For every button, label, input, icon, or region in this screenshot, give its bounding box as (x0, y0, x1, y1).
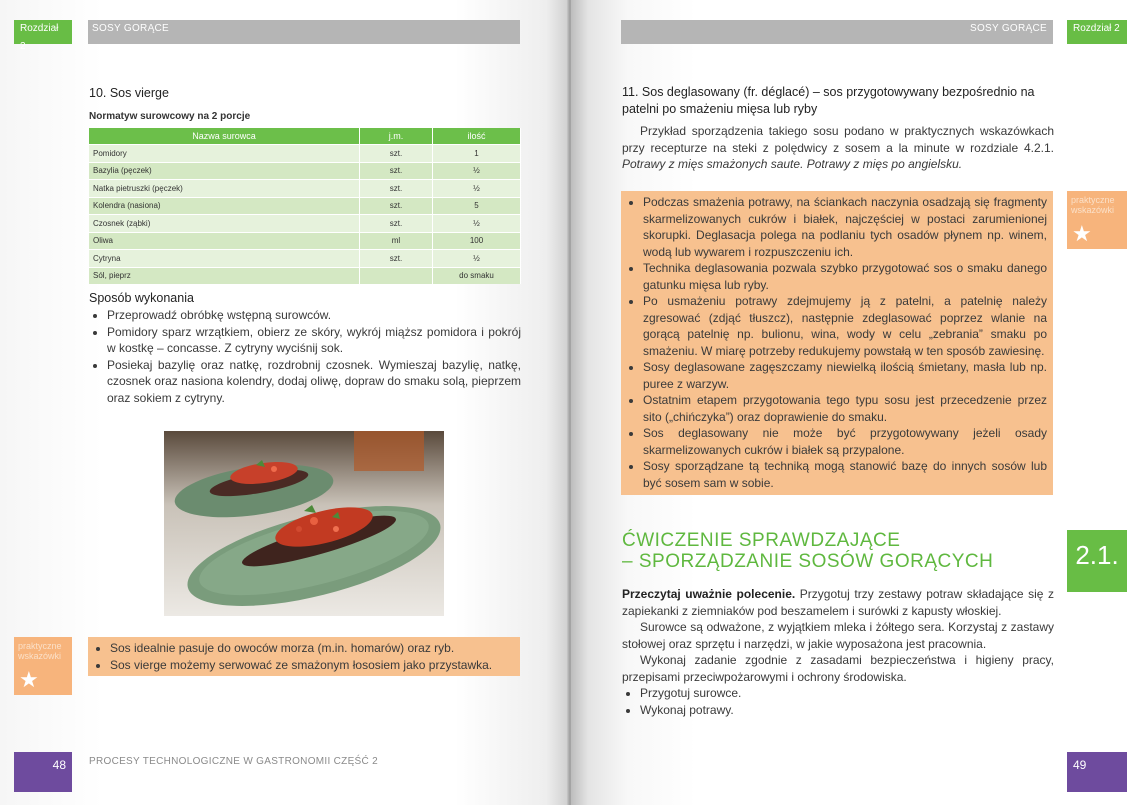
list-item: • Przygotuj surowce. (640, 685, 1054, 702)
list-item: • Sosy deglasowane zagęszczamy niewielką ilością śmietany, masła lub np. puree z warzyw. (643, 359, 1047, 392)
exercise-paragraph: Surowce są odważone, z wyjątkiem mleka i żółtego sera. Korzystaj z zastawy stołowej oraz sprzętu i narzędzi, w jakie wyposażona jest pracownia. (622, 620, 1054, 651)
table-cell: 1 (433, 145, 521, 163)
table-header-qty: ilość (433, 128, 521, 145)
table-cell: szt. (360, 180, 433, 198)
table-cell: ½ (433, 250, 521, 268)
tips-label: praktyczne wskazówki (1071, 195, 1115, 215)
star-icon: ★ (19, 667, 39, 692)
table-cell: ml (360, 232, 433, 250)
table-cell: Sól, pieprz (89, 267, 360, 284)
list-item: • Sos idealnie pasuje do owoców morza (m.in. homarów) oraz ryb. (110, 640, 514, 657)
exercise-paragraph: Wykonaj zadanie zgodnie z zasadami bezpieczeństwa i higieny pracy, przepisami przeciwpożarowymi i ochrony środowiska. (622, 653, 1054, 684)
table-header-unit: j.m. (360, 128, 433, 145)
table-cell: Oliwa (89, 232, 360, 250)
tips-label: praktyczne wskazówki (18, 641, 62, 661)
list-item: • Podczas smażenia potrawy, na ściankach naczynia osadzają się fragmenty skarmelizowanych cukrów i białek, najczęściej w postaci zarumienionej skorupki. Deglasacja polega na podlaniu tych osadów płynem np. winem, wodą lub wywarem i rozpuszczeniu ich. (643, 194, 1047, 260)
chapter-tab: Rozdział 2 (1067, 20, 1127, 44)
exercise-number: 2.1. (1067, 530, 1127, 592)
table-cell: ½ (433, 215, 521, 233)
tips-box (88, 637, 520, 676)
table-cell: Natka pietruszki (pęczek) (89, 180, 360, 198)
section-title: 10. Sos vierge (89, 86, 169, 100)
table-row (89, 197, 521, 215)
list-item: • Technika deglasowania pozwala szybko przygotować sos o smaku danego gatunku mięsa lub ryby. (643, 260, 1047, 293)
table-cell: szt. (360, 197, 433, 215)
page-number: 49 (1067, 752, 1127, 792)
dish-photo (164, 431, 444, 616)
section-title-text: 11. Sos deglasowany (fr. déglacé) – sos przygotowywany bezpośrednio na patelni po smażeniu mięsa lub ryby (622, 85, 1035, 116)
table-cell: do smaku (433, 267, 521, 284)
table-header-name: Nazwa surowca (89, 128, 360, 145)
left-page (0, 0, 569, 805)
exercise-title (622, 530, 993, 572)
header-bar: SOSY GORĄCE (621, 20, 1053, 44)
table-row (89, 215, 521, 233)
table-cell: szt. (360, 215, 433, 233)
footer-text: PROCESY TECHNOLOGICZNE W GASTRONOMII CZĘŚĆ 2 (89, 756, 378, 767)
table-cell: ½ (433, 180, 521, 198)
table-cell: Pomidory (89, 145, 360, 163)
table-row (89, 232, 521, 250)
exercise-body (622, 586, 1054, 718)
method-heading: Sposób wykonania (89, 291, 194, 305)
table-cell: 5 (433, 197, 521, 215)
tips-box (621, 191, 1053, 495)
list-item: • Pomidory sparz wrzątkiem, obierz ze skóry, wykrój miąższ pomidora i pokrój w kostkę – concasse. Z cytryny wyciśnij sok. (107, 324, 521, 357)
exercise-lead: Przeczytaj uważnie polecenie. (622, 587, 796, 601)
intro-text: Przykład sporządzenia takiego sosu podano w praktycznych wskazówkach przy recepturze na steki z polędwicy z sosem a la minute w rozdziale 4.2.1. (622, 124, 1054, 155)
page-number: 48 (14, 752, 72, 792)
table-cell: Cytryna (89, 250, 360, 268)
star-icon: ★ (1072, 221, 1092, 246)
header-bar: SOSY GORĄCE (88, 20, 520, 44)
list-item: • Sosy sporządzane tą techniką mogą stanowić bazę do innych sosów lub być sosem sam w sobie. (643, 458, 1047, 491)
tips-marker (1067, 191, 1127, 249)
table-cell: ½ (433, 162, 521, 180)
intro-italic: Potrawy z mięs smażonych saute. Potrawy z mięs po angielsku. (622, 157, 963, 171)
table-cell: Bazylia (pęczek) (89, 162, 360, 180)
table-cell: szt. (360, 162, 433, 180)
list-item: • Przeprowadź obróbkę wstępną surowców. (107, 307, 521, 324)
exercise-text: Przygotuj trzy zestawy potraw składające się z zapiekanki z ziemniaków pod beszamelem i surówki z kapusty włoskiej. (622, 587, 1054, 618)
ingredients-table (89, 128, 521, 284)
exercise-title-line: – SPORZĄDZANIE SOSÓW GORĄCYCH (622, 551, 994, 572)
table-row (89, 267, 521, 284)
list-item: • Wykonaj potrawy. (640, 702, 1054, 719)
method-list (89, 307, 521, 406)
table-cell: Czosnek (ząbki) (89, 215, 360, 233)
intro-paragraph (622, 123, 1054, 173)
table-cell: 100 (433, 232, 521, 250)
table-cell: szt. (360, 145, 433, 163)
list-item: • Sos deglasowany nie może być przygotowywany jeżeli osady skarmelizowanych cukrów i białek są przypalone. (643, 425, 1047, 458)
list-item: • Po usmażeniu potrawy zdejmujemy ją z patelni, a patelnię należy zgresować (zdjąć tłuszcz), następnie zdeglasować poprzez wlanie na gorącą patelnię np. bulionu, wina, wody w celu „zebrania” smaku po smażeniu. W miarę potrzeby redukujemy powstałą w ten sposób zawiesinę. (643, 293, 1047, 359)
table-cell (360, 267, 433, 284)
exercise-title-line: ĆWICZENIE SPRAWDZAJĄCE (622, 530, 901, 551)
section-title (622, 84, 1054, 118)
table-row (89, 162, 521, 180)
list-item: • Posiekaj bazylię oraz natkę, rozdrobnij czosnek. Wymieszaj bazylię, natkę, czosnek oraz nasiona kolendry, dodaj oliwę, dopraw do smaku solą, pieprzem oraz sokiem z cytryny. (107, 357, 521, 407)
tips-marker (14, 637, 72, 695)
chapter-tab: Rozdział 2 (14, 20, 72, 44)
table-row (89, 145, 521, 163)
list-item: • Ostatnim etapem przygotowania tego typu sosu jest przecedzenie przez sito („chińczyka”) oraz doprawienie do smaku. (643, 392, 1047, 425)
table-heading: Normatyw surowcowy na 2 porcje (89, 111, 251, 122)
table-cell: szt. (360, 250, 433, 268)
list-item: • Sos vierge możemy serwować ze smażonym łososiem jako przystawka. (110, 657, 514, 674)
table-row (89, 250, 521, 268)
table-row (89, 180, 521, 198)
table-cell: Kolendra (nasiona) (89, 197, 360, 215)
